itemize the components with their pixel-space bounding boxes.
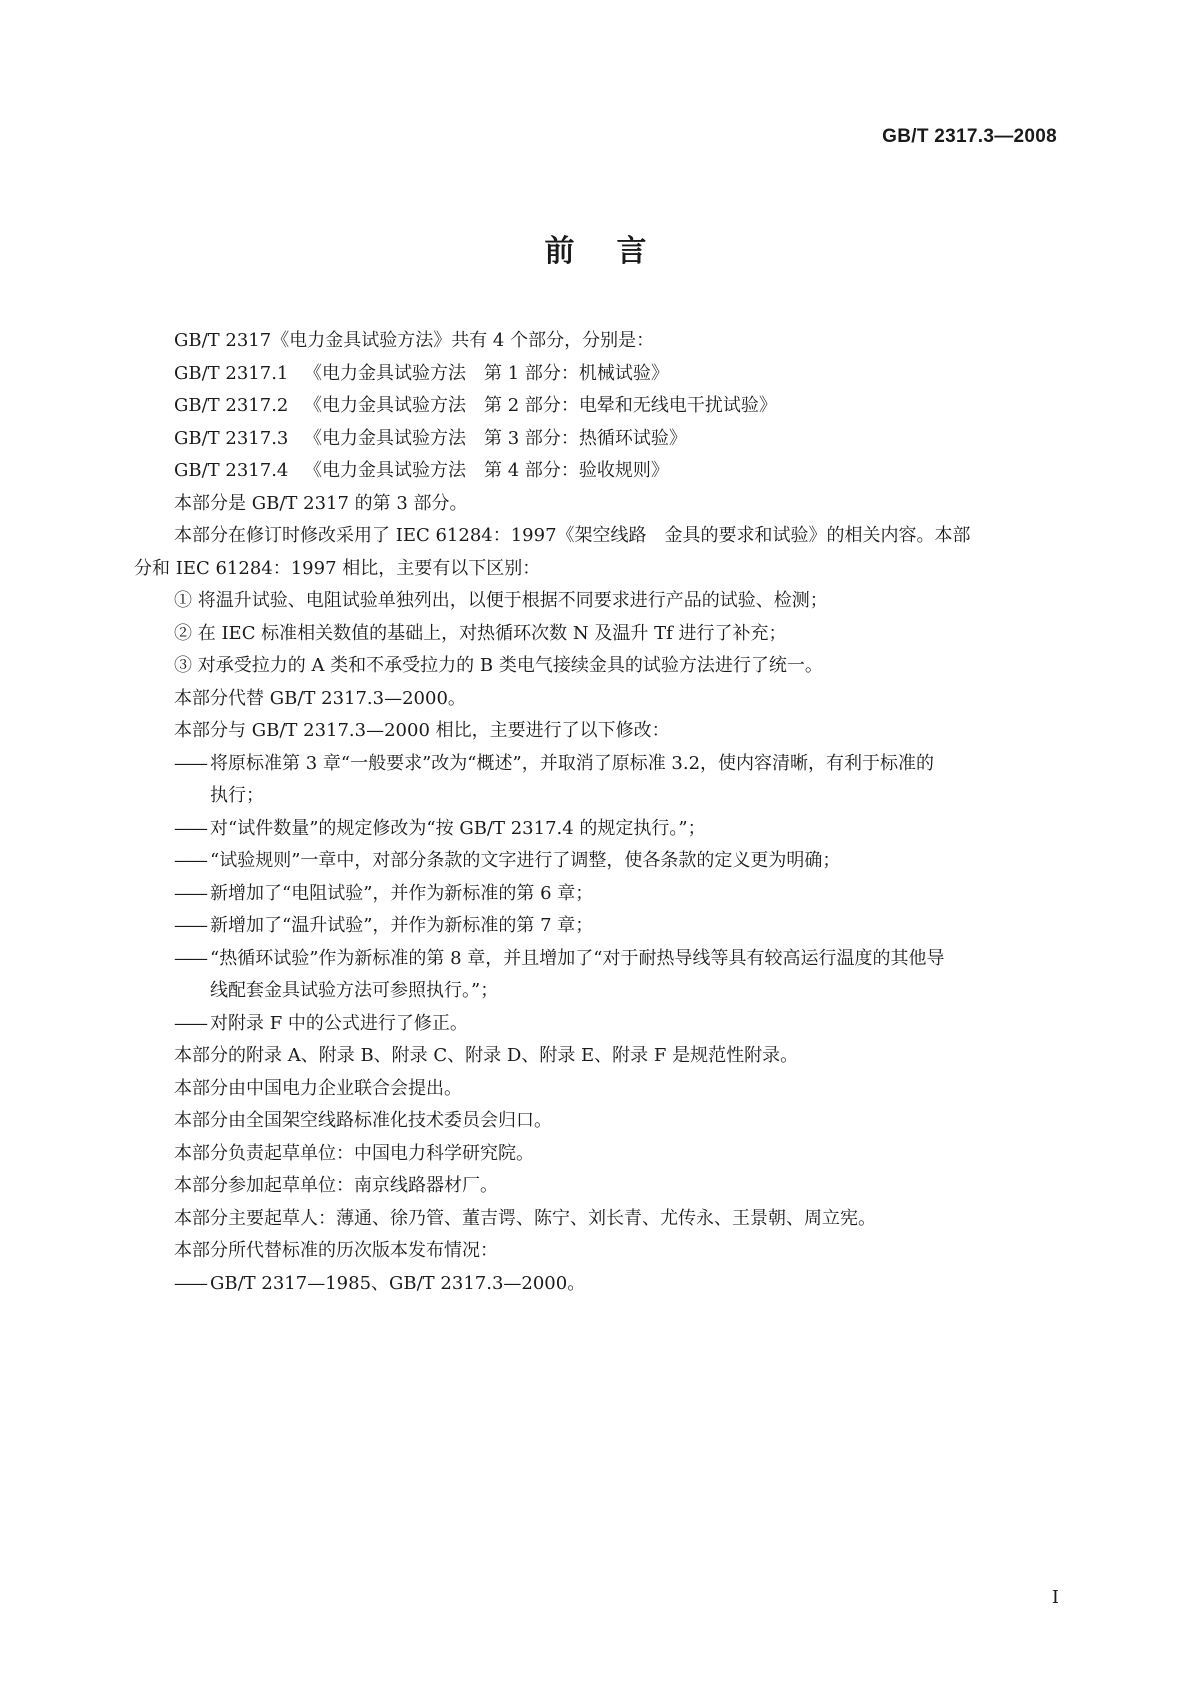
history-item — [134, 1268, 1059, 1301]
dash-mark: —— — [174, 882, 206, 904]
part-code: GB/T 2317.2 — [174, 395, 289, 416]
change-text: “热循环试验”作为新标准的第 8 章，并且增加了“对于耐热导线等具有较高运行温度的其他导 — [210, 947, 945, 969]
part-title: 《电力金具试验方法 — [304, 460, 466, 481]
change-text: “试验规则”一章中，对部分条款的文字进行了调整，使各条款的定义更为明确； — [210, 850, 841, 871]
part-list-item — [134, 423, 1059, 456]
history-text: GB/T 2317—1985、GB/T 2317.3—2000。 — [210, 1272, 586, 1294]
proposed-by: 本部分由中国电力企业联合会提出。 — [174, 1077, 462, 1099]
participating-unit: 本部分参加起草单位：南京线路器材厂。 — [174, 1175, 498, 1196]
change-text: 对附录 F 中的公式进行了修正。 — [210, 1012, 468, 1034]
change-text: 新增加了“温升试验”，并作为新标准的第 7 章； — [210, 915, 594, 936]
change-item — [134, 1008, 1059, 1041]
part-subtitle: 第 4 部分：验收规则》 — [484, 460, 669, 481]
dash-mark: —— — [174, 1012, 206, 1034]
iec-paragraph-line: 分和 IEC 61284：1997 相比，主要有以下区别： — [134, 557, 541, 579]
dash-mark: —— — [174, 850, 206, 871]
change-item — [134, 748, 1059, 781]
change-item — [134, 845, 1059, 878]
part-code: GB/T 2317.1 — [174, 362, 289, 384]
iec-paragraph-line: 本部分在修订时修改采用了 IEC 61284：1997《架空线路 金具的要求和试验》的相关内容。本部 — [174, 525, 971, 546]
difference-item: ③ 对承受拉力的 A 类和不承受拉力的 B 类电气接续金具的试验方法进行了统一。 — [174, 655, 823, 676]
replaces-note: 本部分代替 GB/T 2317.3—2000。 — [174, 687, 466, 709]
change-text: 对“试件数量”的规定修改为“按 GB/T 2317.4 的规定执行。”； — [210, 817, 706, 839]
drafting-unit: 本部分负责起草单位：中国电力科学研究院。 — [174, 1142, 534, 1164]
page-title: 前言 — [544, 234, 689, 269]
part-list-item — [134, 455, 1059, 488]
part-code: GB/T 2317.3 — [174, 427, 289, 449]
changes-intro: 本部分与 GB/T 2317.3—2000 相比，主要进行了以下修改： — [174, 720, 670, 741]
dash-mark: —— — [174, 947, 206, 969]
page-number: I — [1051, 1587, 1059, 1608]
change-item — [134, 878, 1059, 911]
part-code: GB/T 2317.4 — [174, 460, 289, 481]
intro-paragraph: GB/T 2317《电力金具试验方法》共有 4 个部分，分别是： — [174, 330, 655, 351]
part-title: 《电力金具试验方法 — [304, 395, 466, 416]
change-item-continued: 线配套金具试验方法可参照执行。”； — [210, 980, 499, 1001]
dash-mark: —— — [174, 915, 206, 936]
change-item — [134, 910, 1059, 943]
part-list-item — [134, 390, 1059, 423]
dash-mark: —— — [174, 752, 206, 774]
part-subtitle: 第 2 部分：电晕和无线电干扰试验》 — [484, 395, 777, 416]
drafters: 本部分主要起草人：薄通、徐乃管、董吉谔、陈宁、刘长青、尤传永、王景朝、周立宪。 — [174, 1207, 876, 1229]
part-title: 《电力金具试验方法 — [304, 362, 466, 384]
change-item — [134, 943, 1059, 976]
part-note: 本部分是 GB/T 2317 的第 3 部分。 — [174, 492, 468, 514]
part-list-item — [134, 358, 1059, 391]
change-item — [134, 813, 1059, 846]
history-intro: 本部分所代替标准的历次版本发布情况： — [174, 1240, 498, 1261]
part-subtitle: 第 3 部分：热循环试验》 — [484, 427, 687, 449]
change-item-continued: 执行； — [210, 785, 264, 806]
managed-by: 本部分由全国架空线路标准化技术委员会归口。 — [174, 1110, 552, 1131]
standard-code-header: GB/T 2317.3—2008 — [882, 126, 1057, 147]
part-title: 《电力金具试验方法 — [304, 427, 466, 449]
dash-mark: —— — [174, 817, 206, 839]
difference-item: ② 在 IEC 标准相关数值的基础上，对热循环次数 N 及温升 Tf 进行了补充； — [174, 622, 787, 644]
foreword-body — [134, 325, 1059, 1300]
annex-note: 本部分的附录 A、附录 B、附录 C、附录 D、附录 E、附录 F 是规范性附录。 — [174, 1045, 799, 1066]
difference-item: ① 将温升试验、电阻试验单独列出，以便于根据不同要求进行产品的试验、检测； — [174, 590, 828, 611]
part-subtitle: 第 1 部分：机械试验》 — [484, 362, 669, 384]
change-text: 将原标准第 3 章“一般要求”改为“概述”，并取消了原标准 3.2，使内容清晰，有利于标准的 — [210, 752, 935, 774]
dash-mark: —— — [174, 1272, 206, 1294]
change-text: 新增加了“电阻试验”，并作为新标准的第 6 章； — [210, 882, 594, 904]
